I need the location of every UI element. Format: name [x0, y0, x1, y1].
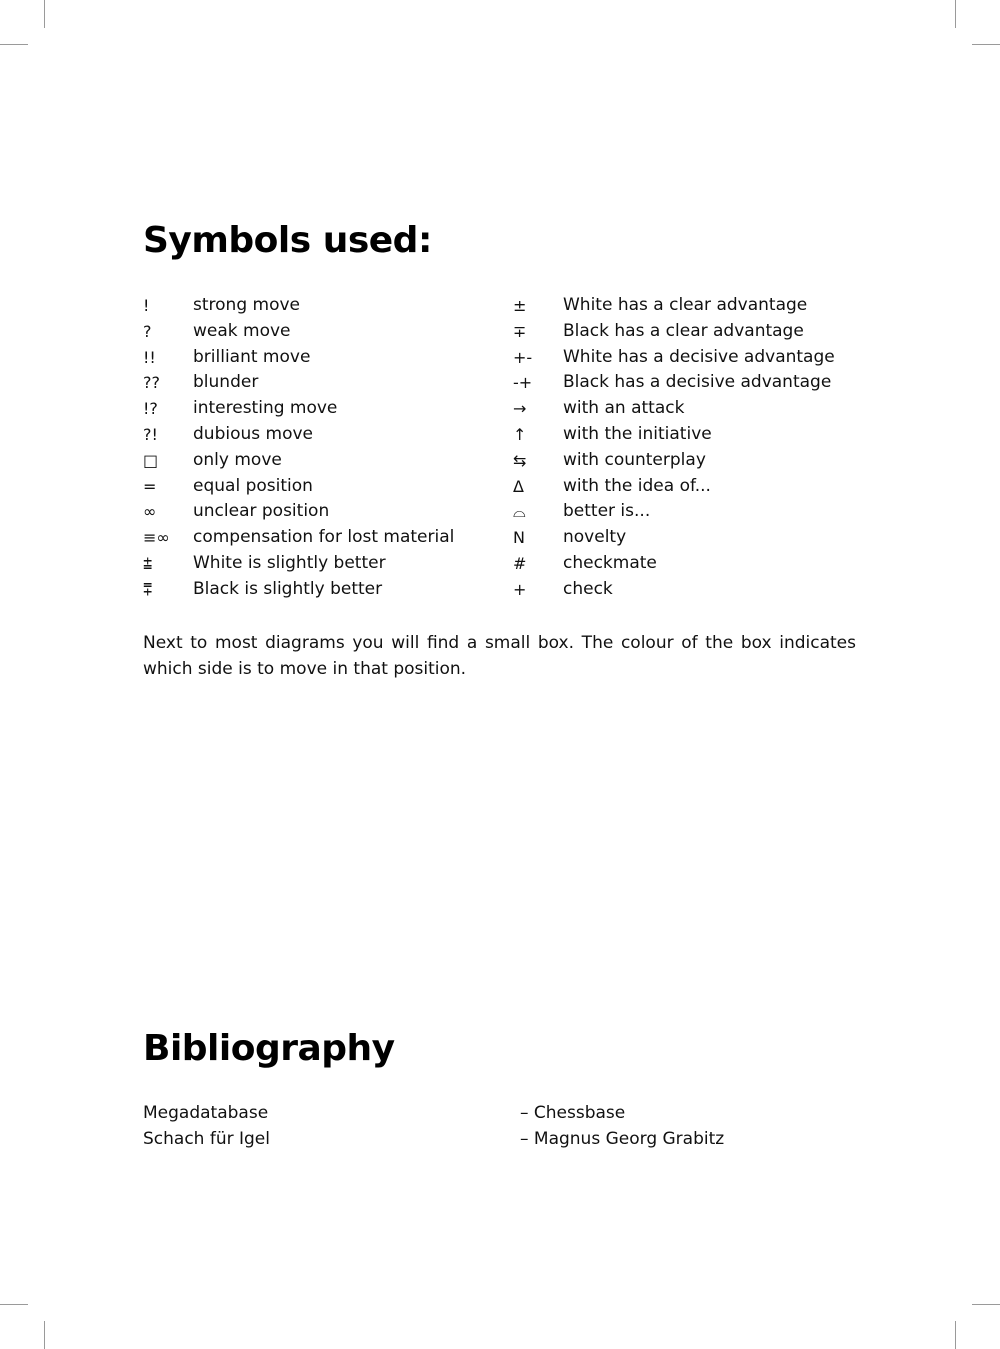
- symbol-row: [513, 319, 853, 345]
- symbol: #: [513, 553, 527, 573]
- symbols-list-left: [143, 293, 483, 603]
- symbols-list-right: [513, 293, 853, 603]
- symbol: ??: [143, 373, 160, 393]
- symbol: !: [143, 296, 150, 315]
- symbol-meaning: White is slightly better: [193, 552, 386, 573]
- symbol-meaning: White has a decisive advantage: [563, 346, 835, 367]
- crop-mark: [44, 0, 45, 28]
- symbol-row: [143, 293, 483, 319]
- symbol: !!: [143, 347, 156, 367]
- crop-mark: [44, 1321, 45, 1349]
- symbol: !?: [143, 399, 158, 419]
- symbol-row: [513, 448, 853, 474]
- crop-mark: [0, 1304, 28, 1305]
- symbol-meaning: dubious move: [193, 423, 313, 444]
- symbol: N: [513, 528, 525, 548]
- symbol-meaning: blunder: [193, 372, 259, 393]
- symbol: ⇆: [513, 450, 527, 470]
- symbol-meaning: equal position: [193, 475, 313, 496]
- symbol-meaning: White has a clear advantage: [563, 295, 808, 315]
- crop-mark: [955, 0, 956, 28]
- symbol: ∓: [513, 321, 527, 341]
- symbol-row: [143, 370, 483, 396]
- bibliography-title: Megadatabase: [143, 1103, 269, 1123]
- symbol-meaning: with the initiative: [563, 423, 712, 444]
- symbol-meaning: check: [563, 578, 613, 599]
- symbol-row: [143, 396, 483, 422]
- symbol-row: [513, 293, 853, 319]
- symbol: ?!: [143, 424, 158, 444]
- symbol-meaning: brilliant move: [193, 346, 311, 367]
- symbol-meaning: weak move: [193, 320, 291, 341]
- symbol-meaning: better is...: [563, 501, 651, 522]
- symbol: ↑: [513, 424, 527, 444]
- crop-mark: [955, 1321, 956, 1349]
- symbol-row: [143, 499, 483, 525]
- symbol-row: [143, 551, 483, 577]
- symbol-meaning: with an attack: [563, 398, 685, 419]
- symbol-row: [143, 577, 483, 603]
- symbol-row: [143, 422, 483, 448]
- symbol-row: [513, 396, 853, 422]
- symbols-heading: Symbols used:: [143, 220, 432, 261]
- symbol-row: [513, 370, 853, 396]
- crop-mark: [972, 1304, 1000, 1305]
- symbol-row: [513, 577, 853, 603]
- symbol-meaning: Black is slightly better: [193, 578, 383, 599]
- crop-mark: [0, 44, 28, 45]
- symbol-row: [513, 551, 853, 577]
- bibliography-author: – Chessbase: [520, 1103, 626, 1123]
- symbol-row: [143, 525, 483, 551]
- symbol: ⩲: [143, 553, 153, 573]
- symbol-row: [513, 422, 853, 448]
- symbol-row: [513, 525, 853, 551]
- symbol: Δ: [513, 476, 524, 496]
- symbol-row: [513, 345, 853, 371]
- symbol-row: [143, 474, 483, 500]
- symbol-meaning: novelty: [563, 527, 627, 548]
- symbol: ?: [143, 321, 152, 341]
- symbol-meaning: with counterplay: [563, 449, 706, 470]
- symbol: +: [513, 579, 527, 599]
- symbol-meaning: only move: [193, 449, 282, 470]
- symbol: -+: [513, 373, 533, 393]
- symbol: ±: [513, 296, 527, 315]
- symbol: ⩱: [143, 579, 153, 599]
- symbol-meaning: unclear position: [193, 501, 330, 522]
- symbol-row: [143, 319, 483, 345]
- symbol-row: [513, 499, 853, 525]
- bibliography-entry: [143, 1100, 856, 1126]
- symbol-meaning: Black has a decisive advantage: [563, 372, 832, 393]
- symbol-meaning: Black has a clear advantage: [563, 320, 804, 341]
- symbol: +-: [513, 347, 533, 367]
- symbol: =: [143, 476, 157, 496]
- symbol-row: [143, 448, 483, 474]
- diagram-note: Next to most diagrams you will find a small box. The colour of the box indicates which side is to move in that position.: [143, 633, 856, 679]
- symbol-meaning: strong move: [193, 295, 300, 315]
- bibliography-entry: [143, 1126, 856, 1152]
- symbol-row: [513, 474, 853, 500]
- symbol: ∞: [143, 502, 157, 522]
- symbol-meaning: checkmate: [563, 552, 657, 573]
- bibliography-heading: Bibliography: [143, 1028, 395, 1069]
- crop-mark: [972, 44, 1000, 45]
- symbol-row: [143, 345, 483, 371]
- symbol: ≡∞: [143, 528, 170, 548]
- symbol: □: [143, 450, 159, 470]
- bibliography-author: – Magnus Georg Grabitz: [520, 1129, 725, 1149]
- bibliography-title: Schach für Igel: [143, 1129, 270, 1149]
- symbol-meaning: compensation for lost material: [193, 527, 455, 548]
- symbol: →: [513, 399, 527, 419]
- symbol: ⌓: [513, 502, 526, 522]
- symbol-meaning: interesting move: [193, 398, 338, 419]
- symbol-meaning: with the idea of...: [563, 475, 711, 496]
